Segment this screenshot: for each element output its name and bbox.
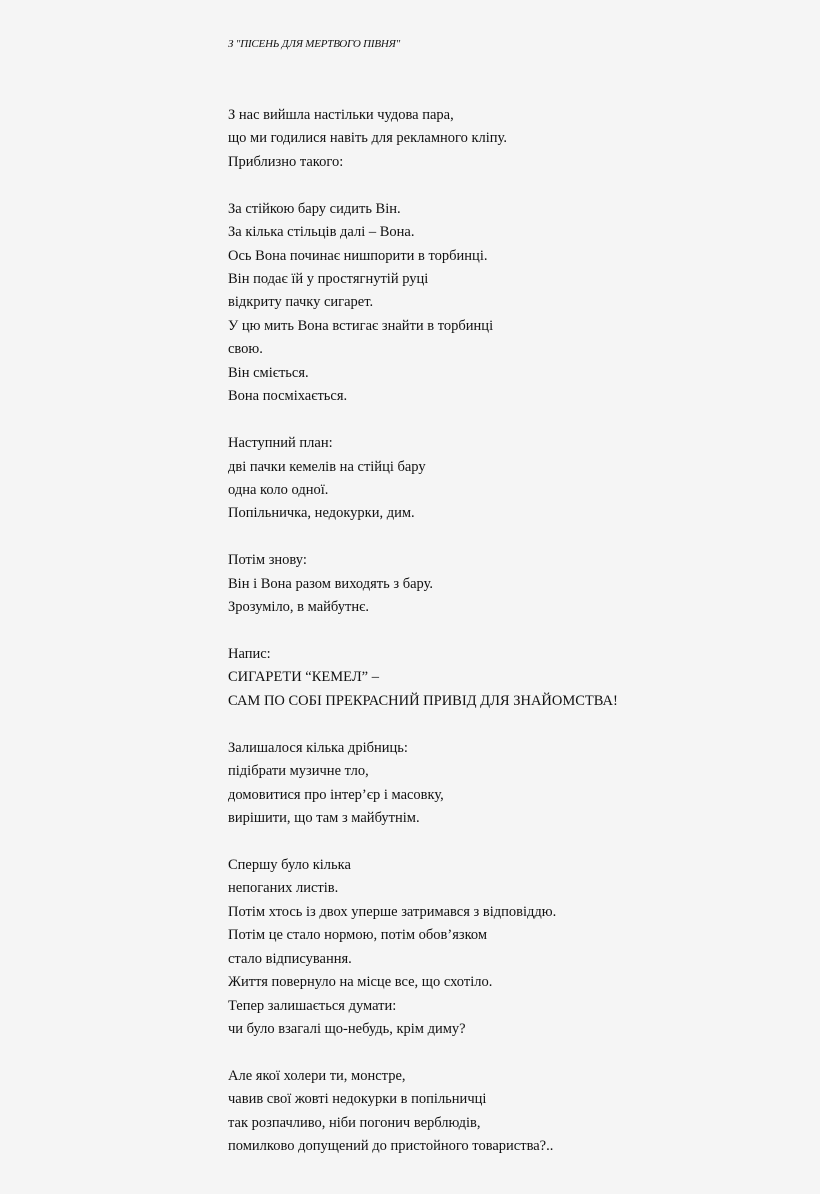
poem-line: чавив свої жовті недокурки в попільничці bbox=[228, 1091, 487, 1108]
poem-line: Життя повернуло на місце все, що схотіло. bbox=[228, 974, 493, 991]
poem-line: Потім знову: bbox=[228, 552, 307, 569]
poem-line: Ось Вона починає нишпорити в торбинці. bbox=[228, 247, 488, 264]
poem-line: У цю мить Вона встигає знайти в торбинці bbox=[228, 317, 494, 334]
poem-line: Спершу було кілька bbox=[228, 856, 351, 873]
poem-line: відкриту пачку сигарет. bbox=[228, 294, 374, 311]
poem-line: Наступний план: bbox=[228, 435, 333, 452]
poem-line: свою. bbox=[228, 341, 263, 358]
poem-line: Залишалося кілька дрібниць: bbox=[228, 739, 408, 756]
poem-line: Потім це стало нормою, потім обов’язком bbox=[228, 927, 488, 944]
poem-title: З "ПІСЕНЬ ДЛЯ МЕРТВОГО ПІВНЯ" bbox=[228, 38, 401, 50]
poem-body bbox=[228, 104, 618, 1182]
poem-line: З нас вийшла настільки чудова пара, bbox=[228, 107, 454, 123]
stanza bbox=[228, 643, 618, 713]
poem-line: СИГАРЕТИ “КЕМЕЛ” – bbox=[228, 669, 379, 686]
poem-line: чи було взагалі що-небудь, крім диму? bbox=[228, 1020, 466, 1037]
poem-line: Він подає їй у простягнутій руці bbox=[228, 271, 429, 288]
poem-line: Потім хтось із двох уперше затримався з відповіддю. bbox=[228, 903, 557, 920]
poem-line: САМ ПО СОБІ ПРЕКРАСНИЙ ПРИВІД ДЛЯ ЗНАЙОМСТВА! bbox=[228, 692, 618, 709]
poem-line: Напис: bbox=[228, 646, 271, 662]
poem-line: За кілька стільців далі – Вона. bbox=[228, 224, 415, 241]
stanza bbox=[228, 737, 618, 831]
poem-line: Тепер залишається думати: bbox=[228, 997, 397, 1014]
poem-line: стало відписування. bbox=[228, 950, 352, 967]
stanza bbox=[228, 549, 618, 619]
poem-line: Приблизно такого: bbox=[228, 153, 344, 170]
poem-line: помилково допущений до пристойного товариства?.. bbox=[228, 1138, 554, 1155]
poem-line: вирішити, що там з майбутнім. bbox=[228, 810, 420, 827]
poem-line: що ми годилися навіть для рекламного кліпу. bbox=[228, 130, 507, 147]
poem-line: непоганих листів. bbox=[228, 880, 339, 897]
stanza bbox=[228, 854, 618, 1042]
poem-line: Він і Вона разом виходять з бару. bbox=[228, 575, 433, 592]
poem-line: підібрати музичне тло, bbox=[228, 763, 369, 780]
stanza bbox=[228, 1065, 618, 1159]
poem-line: Але якої холери ти, монстре, bbox=[228, 1067, 406, 1084]
stanza bbox=[228, 198, 618, 409]
poem-line: дві пачки кемелів на стійці бару bbox=[228, 458, 426, 475]
poem-line: За стійкою бару сидить Він. bbox=[228, 200, 401, 217]
poem-line: так розпачливо, ніби погонич верблюдів, bbox=[228, 1114, 481, 1131]
poem-line: Він сміється. bbox=[228, 364, 309, 381]
stanza bbox=[228, 104, 618, 174]
poem-line: одна коло одної. bbox=[228, 481, 329, 498]
poem-line: Вона посміхається. bbox=[228, 388, 348, 405]
poem-line: Попільничка, недокурки, дим. bbox=[228, 505, 415, 522]
stanza bbox=[228, 432, 618, 526]
poem-line: домовитися про інтер’єр і масовку, bbox=[228, 786, 444, 803]
poem-line: Зрозуміло, в майбутнє. bbox=[228, 599, 369, 616]
